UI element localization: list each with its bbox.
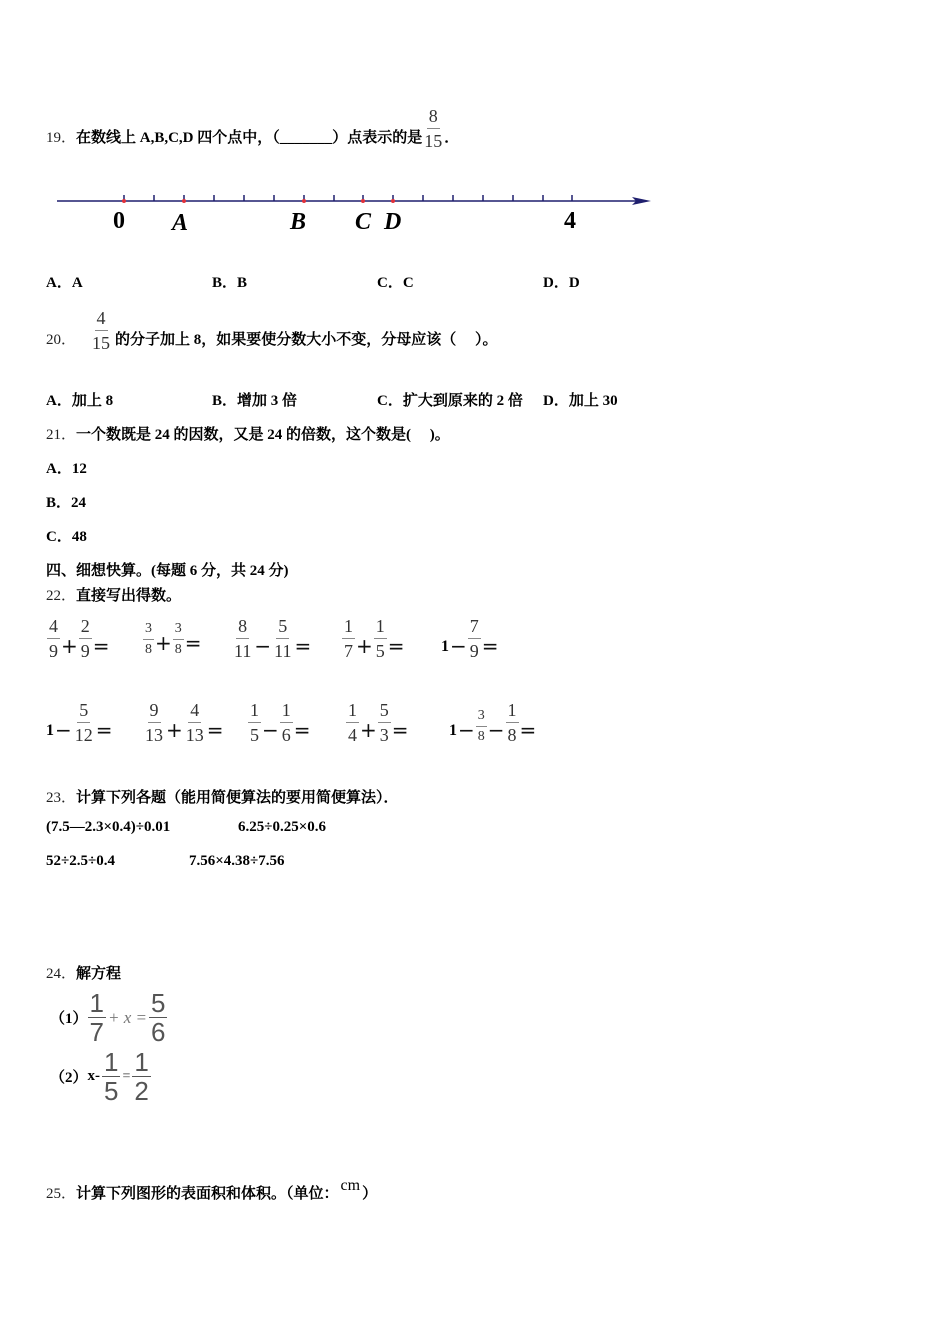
question-25: 25． 计算下列图形的表面积和体积。（单位： cm ）: [46, 1177, 378, 1202]
question-number: 20．: [46, 332, 77, 348]
calc-item-7: $\frac{9}{13}$ + $\frac{4}{13}$ =: [145, 700, 224, 745]
number-line-label-c: C: [355, 209, 372, 235]
q19-option-c[interactable]: C．C: [377, 275, 414, 291]
number-line-label-d: D: [384, 209, 402, 235]
equation-2: （2） x- $\frac{1}{5}$ = $\frac{1}{2}$: [50, 1047, 149, 1106]
number-line-axis: [0, 185, 700, 215]
q19-option-a[interactable]: A．A: [46, 275, 83, 291]
number-line-label-a: A: [172, 210, 189, 236]
fraction-4-15: $\frac{4}{15}$: [92, 308, 111, 353]
calc-problem-2: 6.25÷0.25×0.6: [238, 819, 327, 835]
q21-option-a[interactable]: A．12: [46, 461, 87, 477]
question-text: 直接写出得数。: [76, 588, 182, 604]
unit-label: cm: [340, 1177, 361, 1194]
q20-option-c[interactable]: C．扩大到原来的 2 倍: [377, 393, 523, 409]
question-number: 19．: [46, 130, 77, 146]
q21-option-b[interactable]: B．24: [46, 495, 87, 511]
question-number: 25．: [46, 1186, 77, 1202]
calc-item-8: $\frac{1}{5}$ − $\frac{1}{6}$ =: [250, 700, 311, 745]
q20-option-a[interactable]: A．加上 8: [46, 393, 114, 409]
number-line-label-4: 4: [564, 208, 576, 234]
calc-item-4: $\frac{1}{7}$ + $\frac{1}{5}$ =: [344, 616, 405, 661]
question-21: [46, 423, 450, 444]
question-text: 的分子加上 8，如果要使分数大小不变，分母应该（ ）。: [115, 332, 498, 348]
question-text: 解方程: [76, 966, 122, 982]
calc-item-1: $\frac{4}{9}$ + $\frac{2}{9}$ =: [49, 616, 110, 661]
question-number: 21．: [46, 427, 77, 443]
question-text: 一个数既是 24 的因数，又是 24 的倍数，这个数是( )。: [76, 427, 450, 443]
equation-1: （1） $\frac{1}{7}$ + x = $\frac{5}{6}$: [50, 988, 166, 1047]
q20-option-d[interactable]: D．加上 30: [543, 393, 618, 409]
calc-item-3: $\frac{8}{11}$ − $\frac{5}{11}$ =: [234, 616, 312, 661]
fraction-8-15: $\frac{8}{15}$: [424, 106, 443, 151]
number-line-label-0: 0: [113, 208, 125, 234]
calc-item-6: 1 − $\frac{5}{12}$ =: [46, 700, 113, 745]
question-text: ）点表示的是: [332, 130, 423, 146]
section-title: 四、细想快算。(每题 6 分，共 24 分): [46, 563, 289, 579]
question-19: 19． 在数线上 A,B,C,D 四个点中，（ _______ ）点表示的是 $\frac{8}{15}$ ．: [46, 106, 460, 151]
question-text: 计算下列图形的表面积和体积。（单位：: [76, 1186, 339, 1202]
calc-item-9: $\frac{1}{4}$ + $\frac{5}{3}$ =: [348, 700, 409, 745]
calc-problem-1: (7.5—2.3×0.4)÷0.01: [46, 819, 171, 835]
number-line: [0, 185, 700, 245]
q19-option-b[interactable]: B．B: [212, 275, 248, 291]
question-20: [46, 304, 498, 352]
question-text: 计算下列各题（能用简便算法的要用简便算法）．: [76, 790, 399, 806]
question-text: 在数线上 A,B,C,D 四个点中，（: [76, 130, 280, 146]
calc-item-5: 1 − $\frac{7}{9}$ =: [441, 616, 499, 661]
q20-option-b[interactable]: B．增加 3 倍: [212, 393, 298, 409]
q19-option-d[interactable]: D．D: [543, 275, 580, 291]
answer-blank[interactable]: _______: [279, 130, 333, 146]
question-23: [46, 786, 399, 807]
calc-problem-3: 52÷2.5÷0.4: [46, 853, 115, 869]
question-24: [46, 962, 121, 983]
question-22: [46, 584, 181, 605]
calc-problem-4: 7.56×4.38÷7.56: [189, 853, 285, 869]
calc-item-2: $\frac{3}{8}$ + $\frac{3}{8}$ =: [145, 621, 202, 657]
q21-option-c[interactable]: C．48: [46, 529, 87, 545]
question-number: 23．: [46, 790, 77, 806]
calc-item-10: 1 − $\frac{3}{8}$ − $\frac{1}{8}$ =: [449, 700, 537, 745]
number-line-label-b: B: [290, 209, 307, 235]
question-number: 24．: [46, 966, 77, 982]
question-number: 22．: [46, 588, 77, 604]
